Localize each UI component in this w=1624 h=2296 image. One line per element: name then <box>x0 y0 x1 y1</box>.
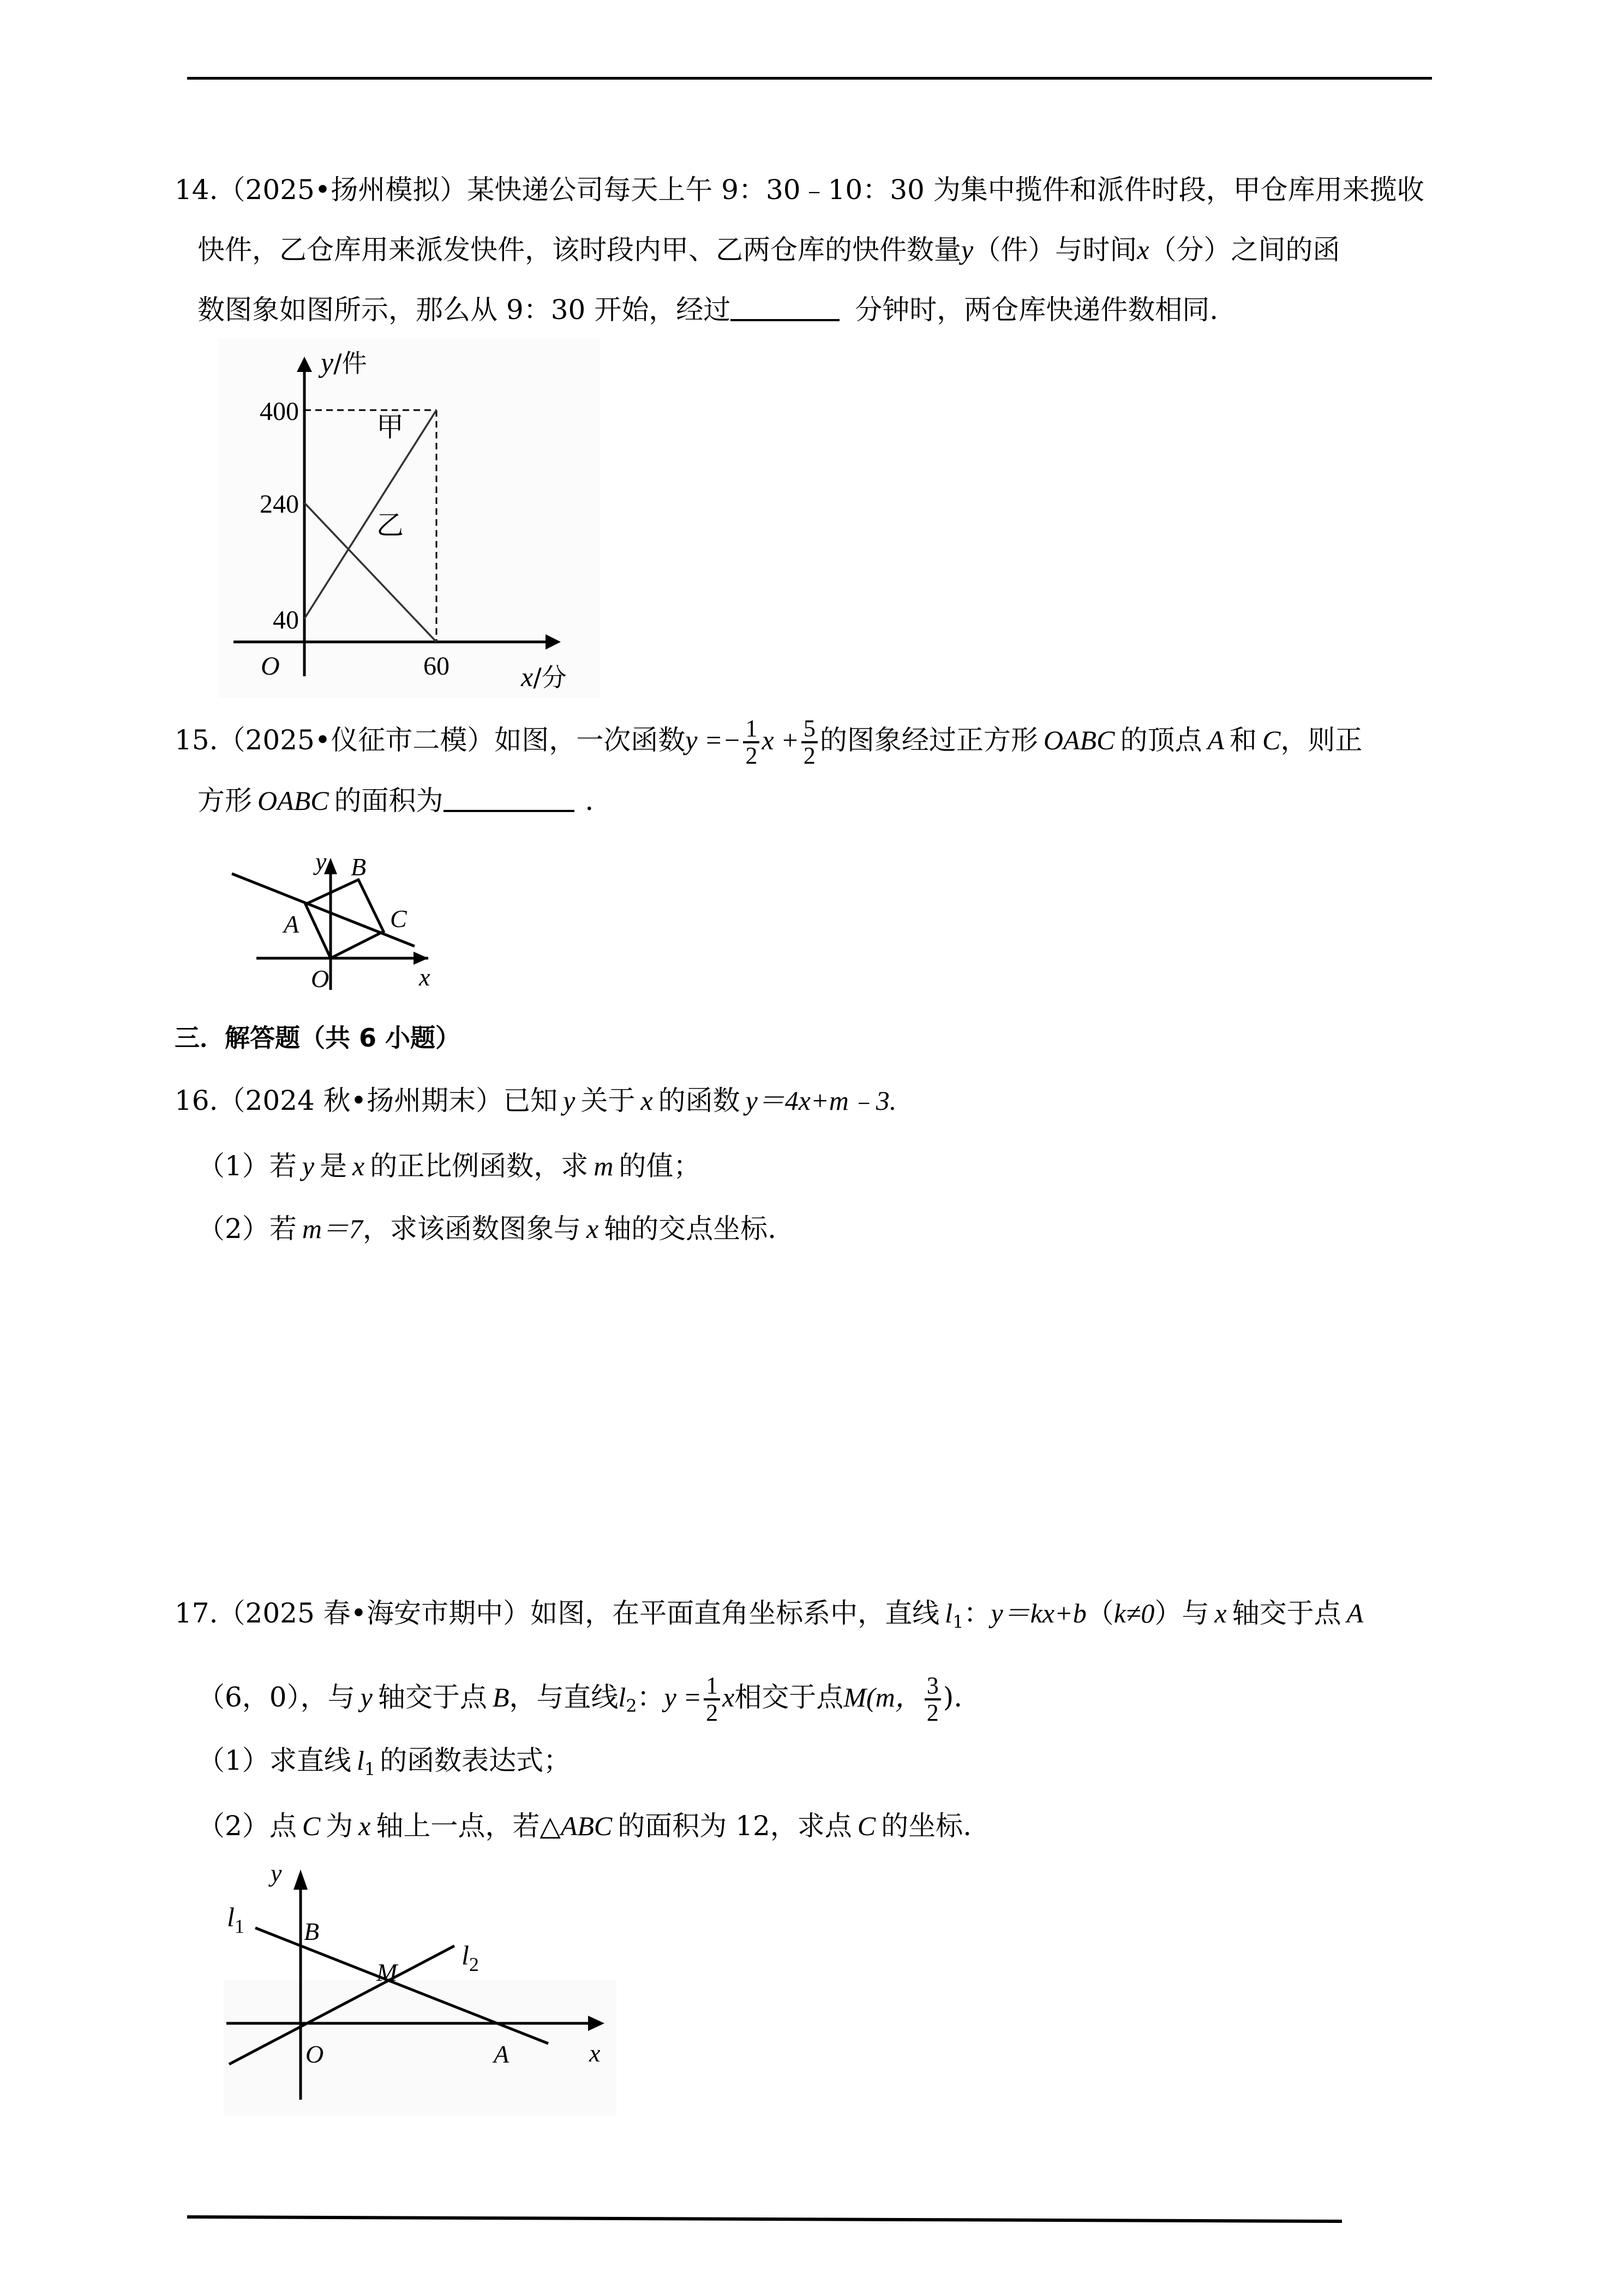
q16-part-2 <box>197 1212 776 1245</box>
frac-denominator: 2 <box>803 742 816 769</box>
series-label-yi: 乙 <box>376 510 404 540</box>
label-x: x <box>589 2039 601 2067</box>
y-axis-arrow-icon <box>293 1870 308 1890</box>
q14-text: 分钟时，两仓库快递件数相同. <box>855 294 1219 326</box>
q14-chart <box>218 338 600 698</box>
var-y: y <box>961 235 974 265</box>
label-y: y <box>315 848 327 875</box>
q16-text: 关于 <box>580 1085 636 1116</box>
y-tick-label: 40 <box>273 605 299 635</box>
line-l1: l <box>945 1598 953 1628</box>
var-x: x <box>1137 235 1149 265</box>
q15-source: （2025•仪征市二模） <box>218 724 495 756</box>
q14-text: 快件，乙仓库用来派发快件，该时段内甲、乙两仓库的快件数量 <box>197 234 961 266</box>
y-tick-label: 400 <box>260 397 299 426</box>
q15-number: 15. <box>175 724 218 756</box>
equation: m＝7 <box>302 1213 363 1244</box>
line-l2-subscript: 2 <box>626 1696 637 1716</box>
formula: y＝4x+m﹣3. <box>745 1085 897 1116</box>
q15-text: 和 <box>1230 724 1257 756</box>
point-c: C <box>1262 725 1281 755</box>
part-label: （1） <box>197 1150 269 1182</box>
q17-text: 轴上一点，若△ <box>376 1810 561 1842</box>
var-x: x <box>358 1811 371 1841</box>
q15-text: 的顶点 <box>1120 724 1202 756</box>
point-a: A <box>1207 725 1224 755</box>
equation-mid: x + <box>762 725 799 755</box>
equation-lhs: y =− <box>685 725 741 755</box>
series-label-jia: 甲 <box>376 412 404 442</box>
q16-text: 轴的交点坐标. <box>604 1213 777 1245</box>
q17-text: 轴交于点 <box>1232 1597 1341 1629</box>
q16-text: 的函数 <box>658 1085 740 1116</box>
square-name: OABC <box>257 785 329 816</box>
frac-numerator: 1 <box>704 1673 720 1700</box>
diagram-background <box>224 1980 616 2116</box>
q15-line-2 <box>197 784 613 817</box>
q17-line-2 <box>197 1673 962 1726</box>
frac-denominator: 2 <box>706 1699 718 1726</box>
q16-part-1 <box>197 1150 700 1182</box>
part-label: （2） <box>197 1810 269 1842</box>
frac-numerator: 1 <box>743 716 759 743</box>
q17-text: 为 <box>326 1810 353 1842</box>
q17-text: 的函数表达式； <box>380 1745 571 1776</box>
label-b: B <box>304 1918 320 1945</box>
q15-line-1 <box>175 716 1362 768</box>
frac-denominator: 2 <box>926 1699 939 1726</box>
part-label: （1） <box>197 1745 269 1776</box>
var-m: m <box>594 1151 614 1181</box>
q15-text: ，则正 <box>1280 724 1363 756</box>
q17-text: ）与 <box>1154 1597 1209 1629</box>
header-rule <box>187 77 1432 80</box>
q16-text: 是 <box>320 1150 347 1182</box>
q17-text: （6，0），与 <box>197 1681 355 1713</box>
fraction <box>925 1673 941 1726</box>
fraction <box>704 1673 720 1726</box>
var-x: x <box>722 1682 735 1712</box>
origin-label: O <box>261 652 280 681</box>
q16-text: 的正比例函数，求 <box>370 1150 589 1182</box>
point-m: M <box>843 1682 866 1712</box>
equation-l1: y＝kx+b <box>991 1598 1087 1628</box>
q17-source: （2025 春•海安市期中） <box>218 1597 531 1629</box>
point-a: A <box>1346 1598 1364 1628</box>
q15-text: 的面积为 <box>334 785 444 816</box>
q17-text: ： <box>637 1681 664 1713</box>
q16-source: （2024 秋•扬州期末） <box>218 1085 504 1116</box>
equation-lhs: y = <box>664 1682 702 1712</box>
q16-line-1 <box>175 1084 896 1117</box>
var-x: x <box>586 1213 599 1244</box>
q17-line-1 <box>175 1597 1363 1638</box>
q17-text: 求直线 <box>269 1745 351 1776</box>
square-name: OABC <box>1043 725 1115 755</box>
function-line <box>232 874 415 946</box>
label-m: M <box>376 1958 398 1986</box>
label-x: x <box>419 963 430 991</box>
frac-numerator: 5 <box>801 716 818 743</box>
section-heading: 三．解答题（共 6 小题） <box>175 1023 461 1053</box>
var-y: y <box>360 1682 373 1712</box>
line-l1: l <box>356 1745 364 1776</box>
q14-line-2 <box>197 233 1340 266</box>
y-axis-label: y/件 <box>321 347 367 378</box>
q15-text: ． <box>585 785 613 816</box>
label-a: A <box>284 910 299 938</box>
q17-text: 如图，在平面直角坐标系中，直线 <box>530 1597 940 1629</box>
q16-number: 16. <box>175 1085 218 1116</box>
x-axis-label: x/分 <box>521 662 567 692</box>
q14-line-1 <box>175 173 1424 206</box>
q16-text: 若 <box>269 1213 297 1245</box>
q16-text: 若 <box>269 1150 297 1182</box>
fraction <box>743 716 759 768</box>
var-x: x <box>352 1151 365 1181</box>
q17-text: 轴交于点 <box>377 1681 487 1713</box>
label-l2: $l_2$ <box>462 1940 479 1975</box>
var-y: y <box>302 1151 315 1181</box>
q17-part-1 <box>197 1744 571 1786</box>
q17-text: 的面积为 12，求点 <box>618 1810 852 1842</box>
line-l1-subscript: 1 <box>952 1612 964 1632</box>
point-b: B <box>492 1682 510 1712</box>
q17-text: （ <box>1086 1597 1114 1629</box>
line-l2: l <box>618 1682 626 1712</box>
q15-diagram <box>213 843 442 995</box>
q16-text: 已知 <box>503 1085 558 1116</box>
q17-part-2 <box>197 1810 972 1842</box>
fraction <box>801 716 818 768</box>
y-tick-label: 240 <box>260 490 299 519</box>
q14-number: 14. <box>175 174 218 206</box>
point-c: C <box>302 1811 321 1841</box>
q14-text: （件）与时间 <box>973 234 1137 266</box>
q14-text: （分）之间的函 <box>1149 234 1340 266</box>
label-l1: $l_1$ <box>227 1902 244 1937</box>
q14-source: （2025•扬州模拟） <box>218 174 468 206</box>
label-y: y <box>271 1860 282 1887</box>
part-label: （2） <box>197 1213 269 1245</box>
var-x: x <box>1214 1598 1227 1628</box>
x-tick-label: 60 <box>423 652 450 681</box>
q17-text: 的坐标. <box>881 1810 972 1842</box>
q17-text: ). <box>943 1681 963 1713</box>
q17-diagram <box>213 1860 622 2127</box>
q15-text: 如图，一次函数 <box>494 724 686 756</box>
label-c: C <box>390 905 407 933</box>
q17-text: ，与直线 <box>509 1681 619 1713</box>
q15-text: 的图象经过正方形 <box>819 724 1038 756</box>
line-l1-subscript: 1 <box>364 1759 376 1780</box>
q17-number: 17. <box>175 1597 218 1629</box>
answer-blank[interactable] <box>444 786 574 812</box>
q15-text: 方形 <box>197 785 252 816</box>
condition: k≠0 <box>1113 1598 1155 1628</box>
q14-text: 数图象如图所示，那么从 9：30 开始，经过 <box>197 294 731 326</box>
q17-text: 点 <box>269 1810 297 1842</box>
label-o: O <box>305 2040 324 2068</box>
q14-line-3 <box>197 293 1218 326</box>
q16-text: ，求该函数图象与 <box>362 1213 581 1245</box>
var-x: x <box>640 1085 653 1116</box>
label-o: O <box>311 965 329 993</box>
q17-text: 相交于点 <box>734 1681 844 1713</box>
q17-text: ： <box>963 1597 991 1629</box>
point-m-coords: (m， <box>866 1682 922 1712</box>
q16-text: 的值； <box>619 1150 701 1182</box>
point-c: C <box>857 1811 876 1841</box>
label-a: A <box>494 2040 510 2068</box>
answer-blank[interactable] <box>730 295 840 321</box>
frac-numerator: 3 <box>925 1673 941 1700</box>
frac-denominator: 2 <box>745 742 758 769</box>
q14-text: 某快递公司每天上午 9：30﹣10：30 为集中揽件和派件时段，甲仓库用来揽收 <box>467 174 1424 206</box>
var-y: y <box>563 1085 576 1116</box>
triangle-abc: ABC <box>560 1811 613 1841</box>
label-b: B <box>351 853 367 881</box>
